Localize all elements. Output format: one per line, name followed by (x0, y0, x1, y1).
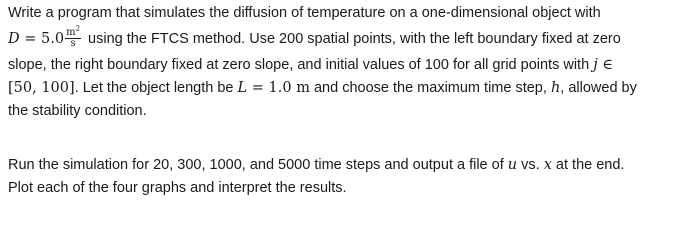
interval: [50, 100] (8, 80, 75, 96)
problem-statement (8, 2, 672, 200)
p2-text-c: at the end. (551, 157, 625, 173)
d-value: = 5.0 (19, 31, 65, 47)
unit-denominator: s (70, 37, 76, 49)
paragraph1-line3 (8, 54, 672, 77)
line4-text-a: . Let the object length be (74, 80, 238, 96)
line4-text-b: and choose the maximum time step, (309, 80, 551, 96)
p2-text-a: Run the simulation for 20, 300, 1000, and 5000 time steps and output a file of (8, 157, 508, 173)
element-of: ∈ (597, 57, 614, 73)
line4-text-c: , allowed by (560, 80, 637, 96)
var-x: x (543, 157, 552, 173)
line2-text: using the FTCS method. Use 200 spatial points, with the left boundary fixed at zero (84, 31, 621, 47)
unit-numerator: $m^2$ (66, 24, 81, 38)
unit-fraction (65, 24, 81, 49)
paragraph2-line1 (8, 154, 672, 177)
var-l: L (237, 80, 248, 96)
paragraph1-line4 (8, 77, 672, 100)
l-value: = 1.0 m (247, 80, 310, 96)
paragraph-spacer (8, 123, 672, 154)
paragraph1-line5: the stability condition. (8, 103, 147, 119)
line3-text: slope, the right boundary fixed at zero slope, and initial values of 100 for all grid points with (8, 57, 594, 73)
paragraph1-line2 (8, 25, 672, 54)
var-j: j (593, 57, 598, 73)
var-h: h (550, 80, 561, 96)
var-u: u (507, 157, 518, 173)
var-d: D (8, 31, 20, 47)
paragraph2-line2: Plot each of the four graphs and interpret the results. (8, 180, 347, 196)
paragraph1-line1: Write a program that simulates the diffusion of temperature on a one-dimensional object with (8, 5, 601, 21)
p2-text-b: vs. (517, 157, 544, 173)
